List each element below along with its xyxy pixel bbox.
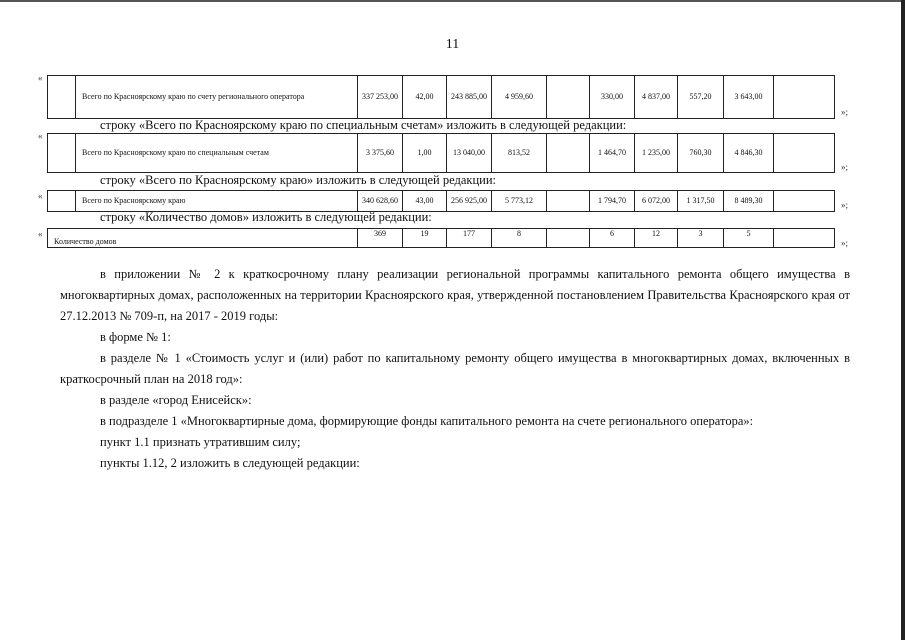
- page-number: 11: [445, 37, 460, 52]
- table-cell: [547, 134, 590, 173]
- table-cell: [547, 191, 590, 212]
- table-cell: 557,20: [678, 76, 724, 119]
- table-cell: [774, 134, 835, 173]
- table-cell: 5 773,12: [492, 191, 547, 212]
- row-name: Всего по Красноярскому краю: [76, 191, 358, 212]
- table-cell: [48, 191, 76, 212]
- close-quote: »;: [841, 162, 849, 172]
- paragraph: в приложении № 2 к краткосрочному плану реализации региональной программы капитального ремонта общего имущества в многоквартирных домах, расположенных на территории Красноярского края, утвержденной постановлением Правительства Красноярского края от 27.12.2013 № 709-п, на 2017 - 2019 годы:: [60, 267, 850, 323]
- table-cell: 760,30: [678, 134, 724, 173]
- table-cell: 6 072,00: [635, 191, 678, 212]
- table-cell: 8: [492, 229, 547, 248]
- table-cell: [48, 134, 76, 173]
- paragraph: в форме № 1:: [100, 330, 171, 344]
- instruction-line: строку «Всего по Красноярскому краю по специальным счетам» изложить в следующей редакции:: [100, 118, 627, 132]
- table-cell: 42,00: [403, 76, 447, 119]
- table-cell: 4 837,00: [635, 76, 678, 119]
- table-cell: 337 253,00: [358, 76, 403, 119]
- table-cell: [547, 229, 590, 248]
- table-cell: 340 628,60: [358, 191, 403, 212]
- instruction-line: строку «Всего по Красноярскому краю» изложить в следующей редакции:: [100, 173, 496, 187]
- table-cell: 13 040,00: [447, 134, 492, 173]
- row-name: Всего по Красноярскому краю по счету регионального оператора: [76, 76, 358, 119]
- open-quote: «: [38, 73, 43, 83]
- table-cell: 330,00: [590, 76, 635, 119]
- table-cell: [774, 191, 835, 212]
- table-cell: 1 235,00: [635, 134, 678, 173]
- table-row-regional-operator: [47, 75, 835, 119]
- paragraph: в разделе «город Енисейск»:: [100, 393, 252, 407]
- table-cell: 3 643,00: [724, 76, 774, 119]
- table-cell: 1 794,70: [590, 191, 635, 212]
- close-quote: »;: [841, 200, 849, 210]
- table-cell: 3 375,60: [358, 134, 403, 173]
- paragraph: пункты 1.12, 2 изложить в следующей редакции:: [100, 456, 360, 470]
- table-cell: 369: [358, 229, 403, 248]
- table-cell: 19: [403, 229, 447, 248]
- table-cell: 5: [724, 229, 774, 248]
- body-text: [60, 264, 850, 474]
- open-quote: «: [38, 191, 43, 201]
- close-quote: »;: [841, 107, 849, 117]
- table-cell: 4 959,60: [492, 76, 547, 119]
- table-cell: 1 317,50: [678, 191, 724, 212]
- paragraph: в разделе № 1 «Стоимость услуг и (или) работ по капитальному ремонту общего имущества в многоквартирных домах, включенных в краткосрочный план на 2018 год»:: [60, 351, 850, 386]
- page-edge-right: [901, 0, 905, 640]
- table-cell: 4 846,30: [724, 134, 774, 173]
- table-cell: 43,00: [403, 191, 447, 212]
- open-quote: «: [38, 131, 43, 141]
- table-row-special-accounts: [47, 133, 835, 173]
- table-cell: 813,52: [492, 134, 547, 173]
- instruction-line: строку «Количество домов» изложить в следующей редакции:: [100, 210, 432, 224]
- paragraph: пункт 1.1 признать утратившим силу;: [100, 435, 301, 449]
- table-cell: [774, 229, 835, 248]
- row-name: Всего по Красноярскому краю по специальным счетам: [76, 134, 358, 173]
- table-row-total: [47, 190, 835, 212]
- table-cell: 6: [590, 229, 635, 248]
- table-cell: [547, 76, 590, 119]
- table-cell: 1 464,70: [590, 134, 635, 173]
- table-cell: 3: [678, 229, 724, 248]
- table-cell: 8 489,30: [724, 191, 774, 212]
- table-cell: 1,00: [403, 134, 447, 173]
- table-cell: 177: [447, 229, 492, 248]
- table-cell: 12: [635, 229, 678, 248]
- page-edge-top: [0, 0, 905, 2]
- table-row-house-count: [47, 228, 835, 248]
- close-quote: »;: [841, 238, 849, 248]
- table-cell: 256 925,00: [447, 191, 492, 212]
- table-cell: [48, 76, 76, 119]
- open-quote: «: [38, 229, 43, 239]
- table-cell: 243 885,00: [447, 76, 492, 119]
- row-name: Количество домов: [48, 229, 358, 248]
- paragraph: в подразделе 1 «Многоквартирные дома, формирующие фонды капитального ремонта на счете регионального оператора»:: [100, 414, 754, 428]
- table-cell: [774, 76, 835, 119]
